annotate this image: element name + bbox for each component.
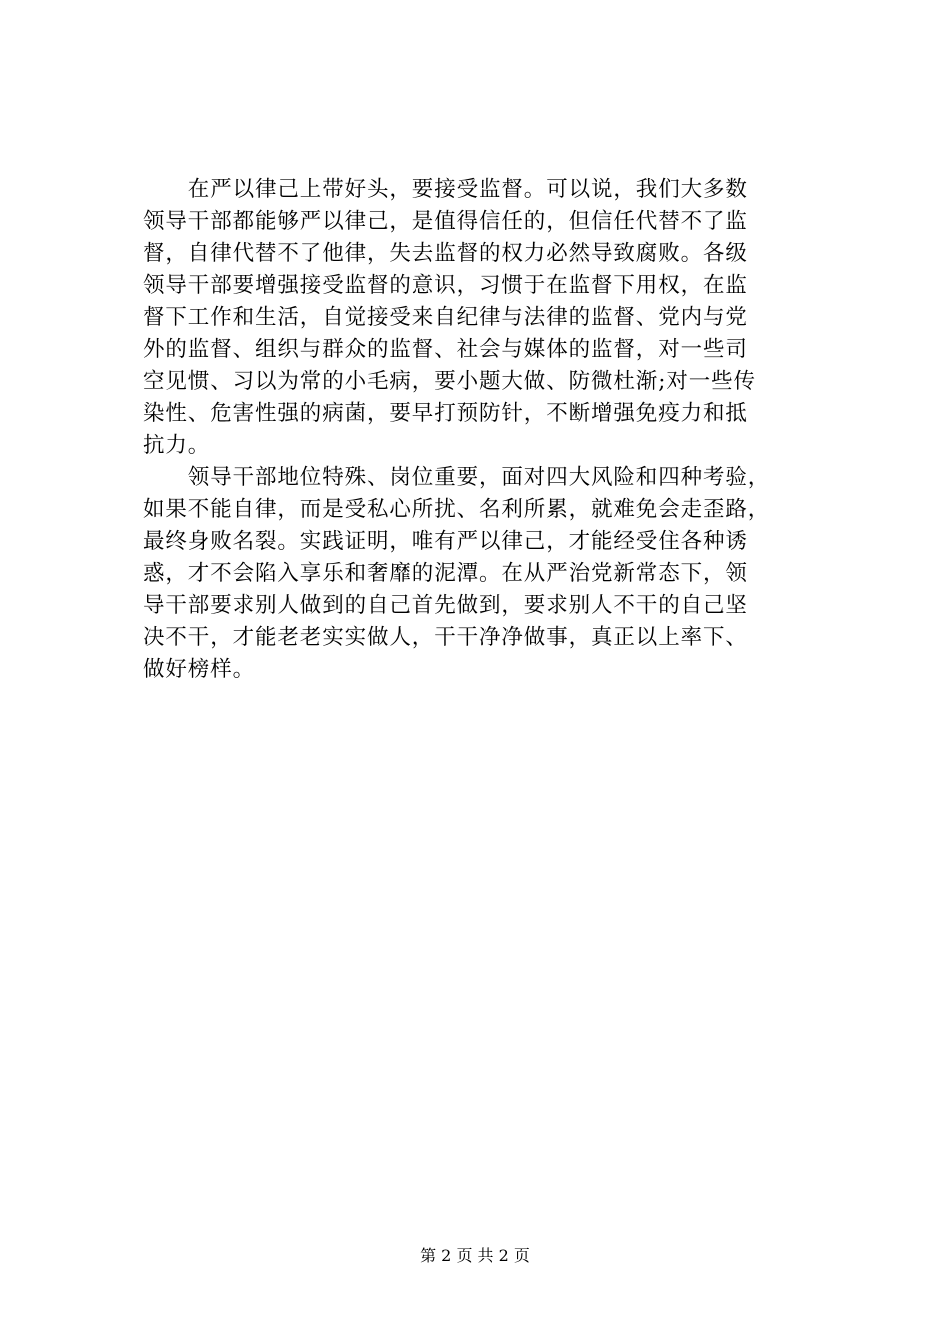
text-line: 领导干部地位特殊、岗位重要，面对四大风险和四种考验， (143, 465, 771, 490)
text-line: 做好榜样。 (143, 657, 256, 682)
text-line: 领导干部要增强接受监督的意识，习惯于在监督下用权，在监 (143, 273, 748, 298)
text-line: 惑，才不会陷入享乐和奢靡的泥潭。在从严治党新常态下，领 (143, 561, 748, 586)
text-line: 领导干部都能够严以律己，是值得信任的，但信任代替不了监 (143, 209, 748, 234)
text-line: 导干部要求别人做到的自己首先做到，要求别人不干的自己坚 (143, 593, 748, 618)
page-footer: 第 2 页 共 2 页 (420, 1246, 530, 1265)
text-line: 决不干，才能老老实实做人，干干净净做事，真正以上率下、 (143, 625, 748, 650)
text-line: 外的监督、组织与群众的监督、社会与媒体的监督，对一些司 (143, 337, 748, 362)
text-line: 抗力。 (143, 433, 211, 458)
paragraph-2 (143, 462, 833, 686)
text-line: 在严以律己上带好头，要接受监督。可以说，我们大多数 (143, 177, 748, 202)
text-line: 如果不能自律，而是受私心所扰、名利所累，就难免会走歪路， (143, 497, 771, 522)
text-line: 督，自律代替不了他律，失去监督的权力必然导致腐败。各级 (143, 241, 748, 266)
document-body (143, 174, 833, 686)
paragraph-1 (143, 174, 833, 462)
text-line: 空见惯、习以为常的小毛病，要小题大做、防微杜渐;对一些传 (143, 369, 756, 394)
text-line: 染性、危害性强的病菌，要早打预防针，不断增强免疫力和抵 (143, 401, 748, 426)
text-line: 最终身败名裂。实践证明，唯有严以律己，才能经受住各种诱 (143, 529, 748, 554)
text-line: 督下工作和生活，自觉接受来自纪律与法律的监督、党内与党 (143, 305, 748, 330)
